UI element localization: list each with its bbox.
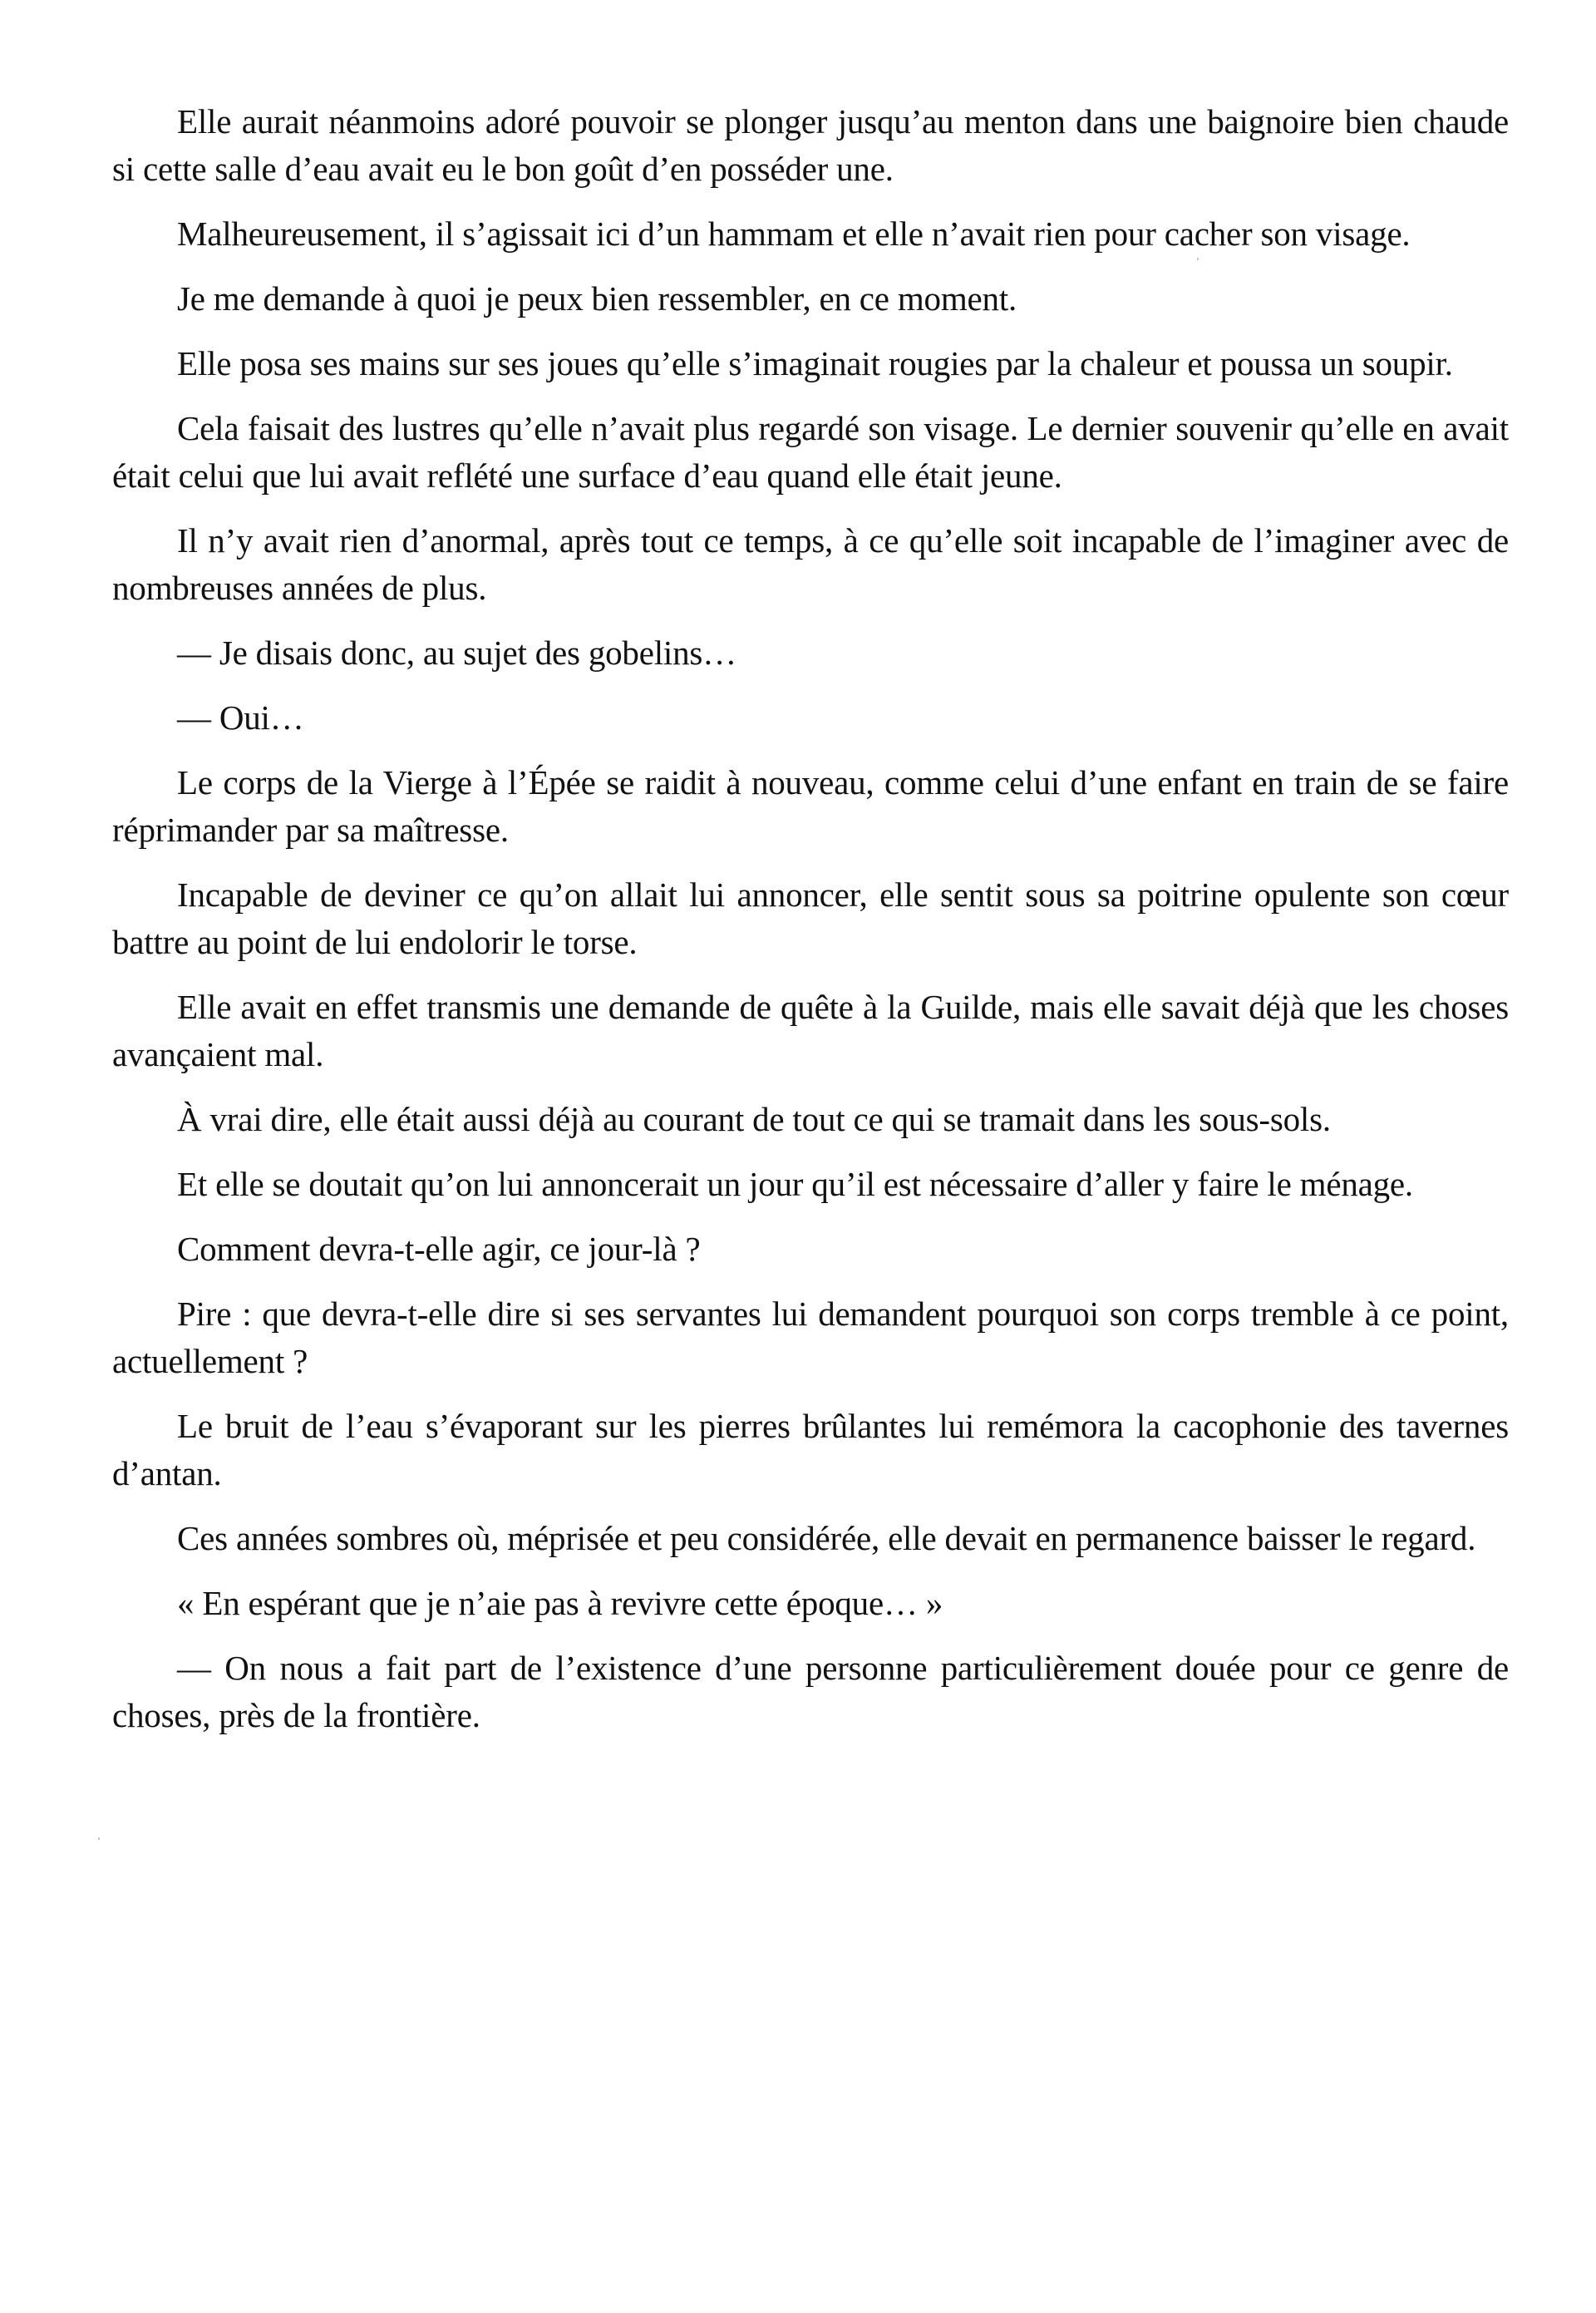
paragraph: Elle aurait néanmoins adoré pouvoir se plonger jusqu’au menton dans une baignoire bien chaude si cette salle d’eau avait eu le bon goût d’en posséder une. — [112, 102, 1509, 188]
paragraph: Ces années sombres où, méprisée et peu considérée, elle devait en permanence baisser le regard. — [177, 1519, 1476, 1557]
paragraph: À vrai dire, elle était aussi déjà au courant de tout ce qui se tramait dans les sous-sols. — [177, 1100, 1331, 1138]
document-page — [112, 98, 1509, 1739]
paragraph: Cela faisait des lustres qu’elle n’avait plus regardé son visage. Le dernier souvenir qu’elle en avait était celui que lui avait reflété une surface d’eau quand elle était jeune. — [112, 409, 1509, 495]
paragraph: Le corps de la Vierge à l’Épée se raidit à nouveau, comme celui d’une enfant en train de se faire réprimander par sa maîtresse. — [112, 763, 1509, 849]
paragraph: Malheureusement, il s’agissait ici d’un hammam et elle n’avait rien pour cacher son visage. — [177, 215, 1411, 253]
paragraph: Elle posa ses mains sur ses joues qu’elle s’imaginait rougies par la chaleur et poussa un soupir. — [177, 344, 1453, 382]
inner-thought: « En espérant que je n’aie pas à revivre cette époque… » — [177, 1584, 943, 1622]
paragraph: Incapable de deviner ce qu’on allait lui annoncer, elle sentit sous sa poitrine opulente son cœur battre au point de lui endolorir le torse. — [112, 875, 1509, 961]
dialogue-line: — On nous a fait part de l’existence d’une personne particulièrement douée pour ce genre de choses, près de la frontière. — [112, 1649, 1509, 1734]
paragraph: Il n’y avait rien d’anormal, après tout ce temps, à ce qu’elle soit incapable de l’imaginer avec de nombreuses années de plus. — [112, 521, 1509, 607]
scan-speck — [1197, 258, 1199, 260]
dialogue-line: — Je disais donc, au sujet des gobelins… — [177, 634, 736, 672]
paragraph: Elle avait en effet transmis une demande de quête à la Guilde, mais elle savait déjà que les choses avançaient mal. — [112, 988, 1509, 1073]
paragraph: Pire : que devra-t-elle dire si ses servantes lui demandent pourquoi son corps tremble à ce point, actuellement ? — [112, 1295, 1509, 1380]
paragraph: Comment devra-t-elle agir, ce jour-là ? — [177, 1230, 701, 1268]
paragraph: Je me demande à quoi je peux bien ressembler, en ce moment. — [177, 279, 1017, 318]
scan-speck — [98, 1837, 100, 1840]
paragraph: Le bruit de l’eau s’évaporant sur les pierres brûlantes lui remémora la cacophonie des tavernes d’antan. — [112, 1407, 1509, 1492]
paragraph: Et elle se doutait qu’on lui annoncerait un jour qu’il est nécessaire d’aller y faire le ménage. — [177, 1165, 1413, 1203]
dialogue-line: — Oui… — [177, 698, 304, 737]
